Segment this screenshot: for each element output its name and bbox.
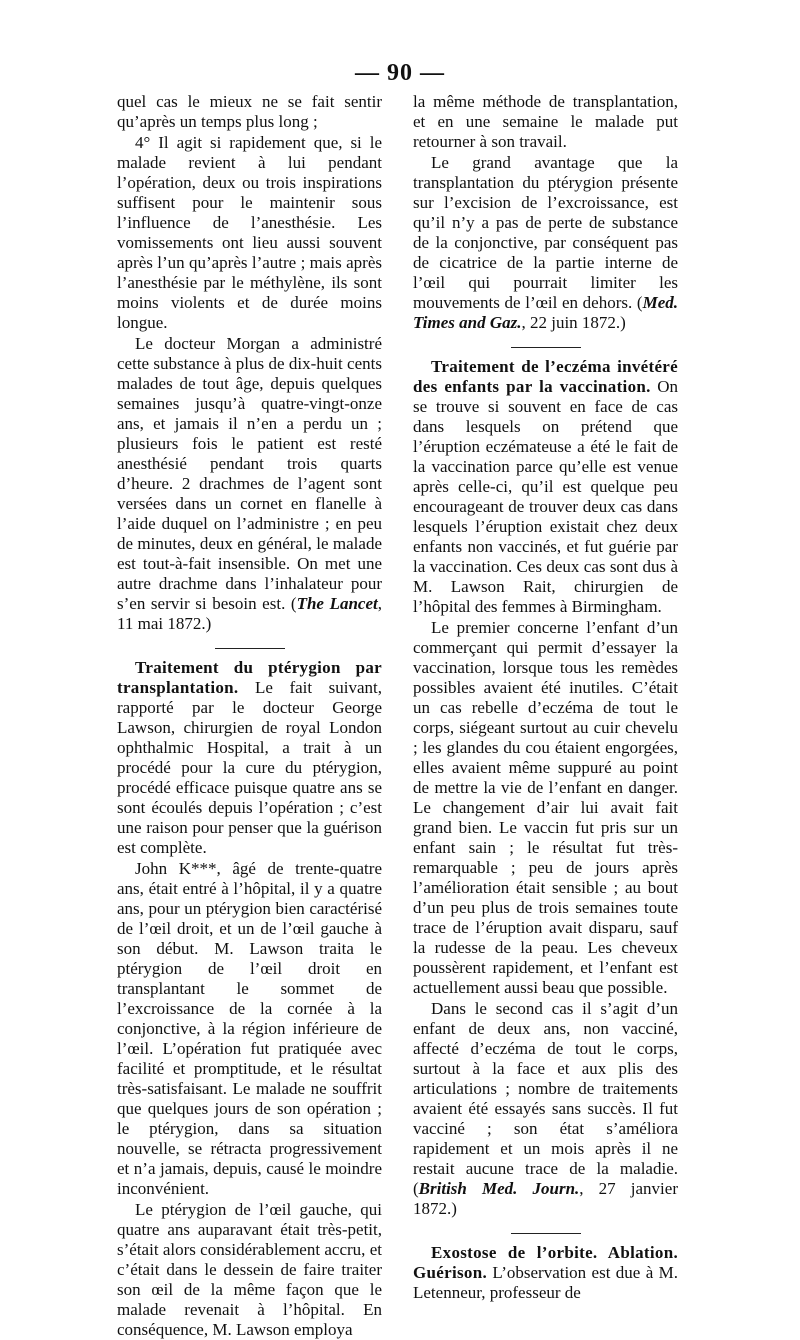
paragraph: Le ptérygion de l’œil gauche, qui quatre ans auparavant était très-petit, s’était alors considérablement accru, et c’était dans le dessein de faire traiter son œil de la même façon que le malade revenait à l’hôpital. En conséquence, M. Lawson employa [117, 1200, 382, 1339]
section-divider [511, 347, 581, 348]
paragraph: Le premier concerne l’enfant d’un commerçant qui permit d’essayer la vaccination, lorsque tous les remèdes possibles avaient été inutiles. C’était un cas rebelle d’eczéma de tout le corps, siégeant surtout au cuir chevelu ; les glandes du cou étaient engorgées, elles avaient même suppuré au point de mettre la vie de l’enfant en danger. Le changement d’air lui avait fait grand bien. Le vaccin fut pris sur un enfant sain ; le résultat fut très-remarquable ; peu de jours après l’amélioration était sensible ; au bout d’un peu plus de trois semaines toute trace de l’éruption avait disparu, sauf la rudesse de la peau. Les cheveux poussèrent rapidement, et l’enfant est actuellement aussi beau que possible. [413, 618, 678, 997]
paragraph [413, 999, 678, 1219]
section-divider [511, 1233, 581, 1234]
section-text: On se trouve si souvent en face de cas dans lesquels on prétend que l’éruption eczémateuse a été le fait de la vaccination parce qu’elle est venue après celle-ci, qu’il est quelque peu encourageant de trouver deux cas dans lesquels l’éruption existait chez deux enfants non vaccinés, et fut guérie par la vaccination. Ces deux cas sont dus à M. Lawson Rait, chirurgien de l’hôpital des femmes à Birmingham. [413, 377, 678, 616]
section-paragraph [413, 357, 678, 617]
journal-citation: British Med. Journ. [418, 1179, 580, 1198]
paragraph: quel cas le mieux ne se fait sentir qu’après un temps plus long ; [117, 92, 382, 131]
paragraph-text: Dans le second cas il s’agit d’un enfant de deux ans, non vacciné, affecté d’eczéma de tout le corps, surtout à la face et aux plis des articulations ; nombre de traitements avaient été essayés sans succès. Il fut vacciné ; son état s’améliora rapidement et un mois après il ne restait aucune trace de la maladie. ( [413, 999, 678, 1198]
paragraph-text: Le docteur Morgan a administré cette substance à plus de dix-huit cents malades de tout âge, depuis quelques semaines jusqu’à quatre-vingt-onze ans, et jamais il n’en a perdu un ; plusieurs fois le patient est resté anesthésié pendant trois quarts d’heure. 2 drachmes de l’agent sont versées dans un cornet en flanelle à l’aide duquel on l’administre ; en peu de minutes, deux en général, le malade est tout-à-fait insensible. On met une autre drachme dans l’inhalateur pour s’en servir si besoin est. ( [117, 334, 382, 613]
section-heading: Traitement de l’eczéma invétéré des enfants par la vaccination. [413, 357, 678, 396]
section-text: Le fait suivant, rapporté par le docteur George Lawson, chirurgien de royal London ophthalmic Hospital, a trait à un procédé pour la cure du ptérygion, procédé efficace puisque quatre ans se sont écoulés depuis l’opération ; c’est une raison pour penser que la guérison est complète. [117, 678, 382, 857]
journal-citation: Med. Times and Gaz. [413, 293, 678, 332]
paragraph-text: Le grand avantage que la transplantation du ptérygion présente sur l’excision de l’excroissance, est qu’il n’y a pas de perte de substance de la conjonctive, par conséquent pas de cicatrice de la partie interne de l’œil qui pourrait limiter les mouvements de l’œil en dehors. ( [413, 153, 678, 312]
page-number: — 90 — [355, 60, 445, 86]
citation-date: , 11 mai 1872.) [117, 594, 382, 633]
paragraph [413, 153, 678, 333]
section-text: L’observation est due à M. Letenneur, professeur de [413, 1263, 678, 1302]
paragraph [117, 334, 382, 634]
paragraph: 4° Il agit si rapidement que, si le malade revient à lui pendant l’opération, deux ou trois inspirations suffisent pour le maintenir sous l’influence de l’anesthésie. Les vomissements ont lieu aussi souvent après l’un qu’après l’autre ; mais après l’anesthésie par le méthylène, ils sont moins violents et de durée moins longue. [117, 133, 382, 332]
citation-date: , 22 juin 1872.) [521, 313, 626, 332]
section-paragraph [117, 658, 382, 858]
section-heading: Exostose de l’orbite. Ablation. Guérison. [413, 1243, 678, 1282]
paragraph: John K***, âgé de trente-quatre ans, était entré à l’hôpital, il y a quatre ans, pour un ptérygion bien caractérisé de l’œil droit, et un de l’œil gauche à son début. M. Lawson traita le ptérygion de l’œil droit en transplantant le sommet de l’excroissance de la cornée à la conjonctive, à la région inférieure de l’œil. L’opération fut pratiquée avec facilité et promptitude, et le résultat très-satisfaisant. Le malade ne souffrit que quelques jours de son opération ; le ptérygion, dans sa situation nouvelle, se rétracta progressivement et n’a jamais, depuis, causé le moindre inconvénient. [117, 859, 382, 1198]
section-divider [215, 648, 285, 649]
right-column [413, 92, 678, 1303]
citation-date: , 27 janvier 1872.) [413, 1179, 678, 1218]
journal-citation: The Lancet [296, 594, 378, 613]
section-paragraph [413, 1243, 678, 1303]
section-heading: Traitement du ptérygion par transplantation. [117, 658, 382, 697]
paragraph: la même méthode de transplantation, et en une semaine le malade put retourner à son travail. [413, 92, 678, 151]
left-column [117, 92, 382, 1340]
